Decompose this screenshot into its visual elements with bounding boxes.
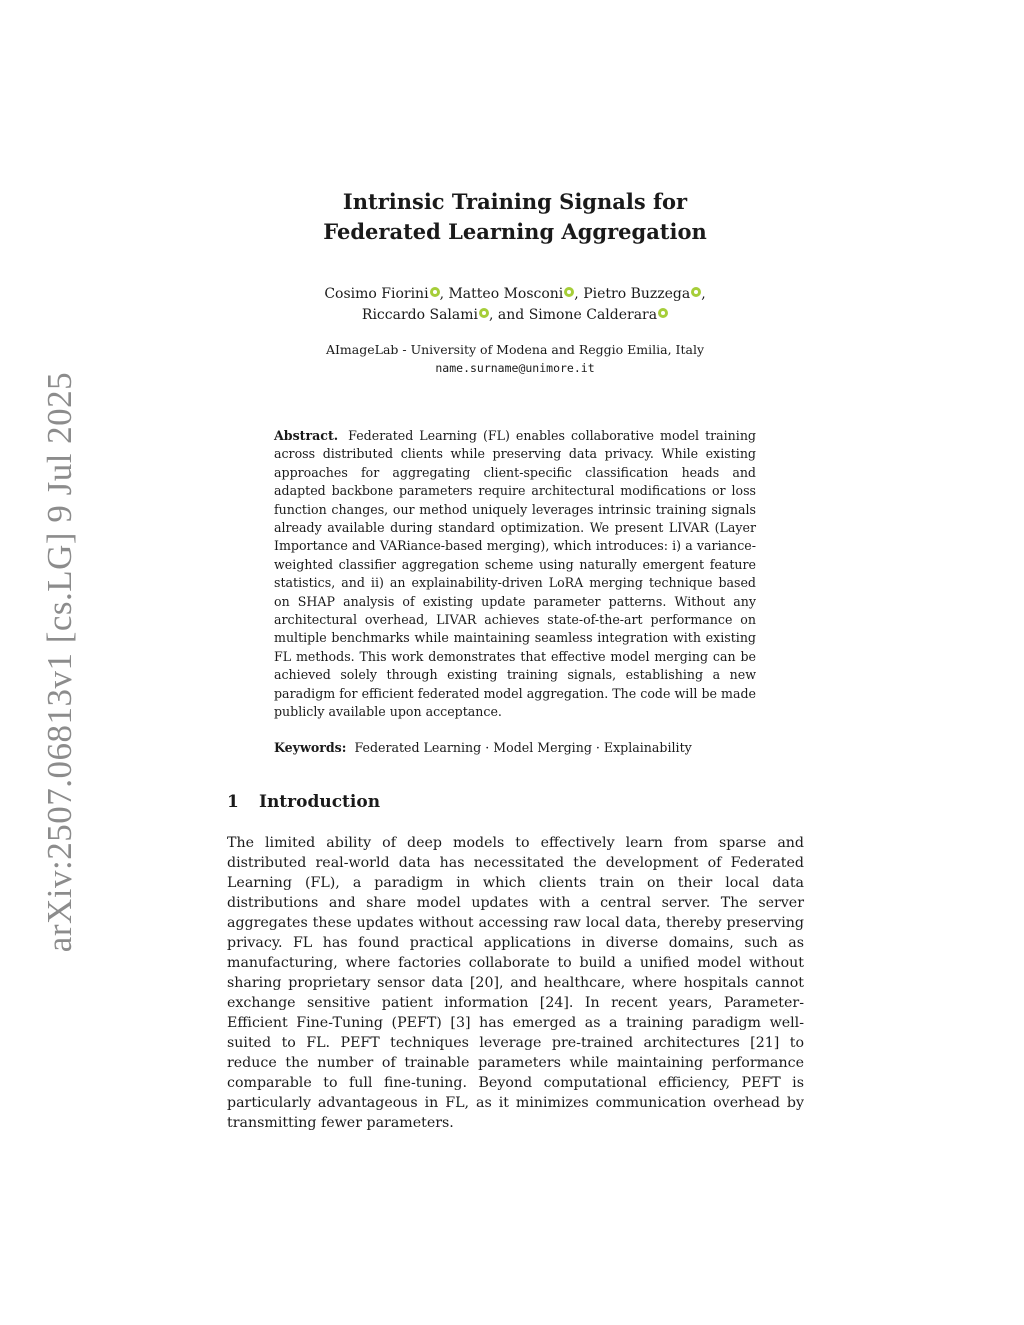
orcid-icon[interactable] [658, 308, 668, 318]
section-title: Introduction [259, 792, 381, 812]
author-list [240, 284, 790, 326]
author-separator: , [439, 286, 449, 302]
author-name: Simone Calderara [528, 307, 658, 323]
keywords [274, 739, 756, 757]
orcid-icon[interactable] [430, 287, 440, 297]
affiliation: AImageLab - University of Modena and Reggio Emilia, Italy [325, 342, 705, 357]
author-name: Cosimo Fiorini [324, 286, 429, 302]
orcid-icon[interactable] [479, 308, 489, 318]
author-separator: , and [489, 307, 529, 323]
author-name: Pietro Buzzega [583, 286, 691, 302]
affiliation-block [240, 340, 790, 378]
author-line-1 [240, 284, 790, 305]
orcid-icon[interactable] [691, 287, 701, 297]
paper-title [260, 187, 770, 247]
section-heading [227, 791, 380, 813]
abstract-label: Abstract. [274, 428, 339, 443]
keywords-label: Keywords: [274, 740, 347, 755]
title-line-1: Intrinsic Training Signals for [342, 189, 688, 214]
abstract-text: Federated Learning (FL) enables collaborative model training across distributed clients while preserving data privacy. While existing approaches for aggregating client-specific classification heads and adapted backbone parameters require architectural modifications or loss function changes, our method uniquely leverages intrinsic training signals already available during standard optimization. We present LIVAR (Layer Importance and VARiance-based merging), which introduces: i) a variance-weighted classifier aggregation scheme using naturally emergent feature statistics, and ii) an explainability-driven LoRA merging technique based on SHAP analysis of existing update parameter patterns. Without any architectural overhead, LIVAR achieves state-of-the-art performance on multiple benchmarks while maintaining seamless integration with existing FL methods. This work demonstrates that effective model merging can be achieved solely through existing training signals, establishing a new paradigm for efficient federated model aggregation. The code will be made publicly available upon acceptance. [274, 428, 756, 720]
orcid-icon[interactable] [564, 287, 574, 297]
title-line-2: Federated Learning Aggregation [323, 219, 707, 244]
keywords-text: Federated Learning · Model Merging · Explainability [354, 740, 692, 755]
author-separator: , [574, 286, 584, 302]
introduction-paragraph: The limited ability of deep models to effectively learn from sparse and distributed real-world data has necessitated the development of Federated Learning (FL), a paradigm in which clients train on their local data distributions and share model updates with a central server. The server aggregates these updates without accessing raw local data, thereby preserving privacy. FL has found practical applications in diverse domains, such as manufacturing, where factories collaborate to build a unified model without sharing proprietary sensor data [20], and healthcare, where hospitals cannot exchange sensitive patient information [24]. In recent years, Parameter-Efficient Fine-Tuning (PEFT) [3] has emerged as a training paradigm well-suited to FL. PEFT techniques leverage pre-trained architectures [21] to reduce the number of trainable parameters while maintaining performance comparable to full fine-tuning. Beyond computational efficiency, PEFT is particularly advantageous in FL, as it minimizes communication overhead by transmitting fewer parameters. [227, 835, 804, 1131]
author-name: Riccardo Salami [361, 307, 479, 323]
abstract [274, 427, 756, 722]
arxiv-identifier: arXiv:2507.06813v1 [cs.LG] 9 Jul 2025 [40, 371, 79, 953]
section-number: 1 [227, 792, 239, 812]
author-name: Matteo Mosconi [448, 286, 564, 302]
author-email: name.surname@unimore.it [435, 361, 595, 375]
author-line-2 [240, 305, 790, 326]
author-separator: , [701, 286, 706, 302]
